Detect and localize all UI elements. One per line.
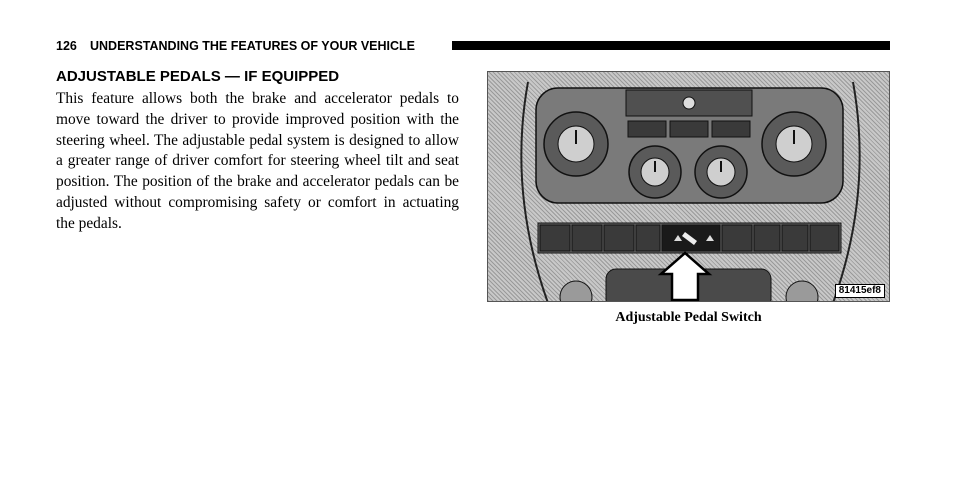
figure-id-label: 81415ef8	[835, 284, 885, 298]
park-assist-switch	[722, 225, 752, 251]
running-header-title: UNDERSTANDING THE FEATURES OF YOUR VEHICLE	[90, 39, 416, 53]
section-title: ADJUSTABLE PEDALS — IF EQUIPPED	[56, 68, 340, 85]
heated-seat-left-switch	[540, 225, 570, 251]
header-rule	[452, 41, 890, 50]
body-paragraph: This feature allows both the brake and accelerator pedals to move toward the driver to provide improved position with the steering wheel. The adjustable pedal system is designed to allow a greater range of driver comfort for steering wheel tilt and seat position. The position of the brake and accelerator pedals can be adjusted without compromising safety or comfort in actuating the pedals.	[56, 90, 459, 232]
page-header	[56, 38, 890, 54]
page-number: 126	[56, 39, 77, 53]
climate-control-panel-drawing	[488, 72, 890, 302]
figure-caption: Adjustable Pedal Switch	[615, 310, 762, 325]
hazard-icon	[683, 97, 695, 109]
traction-off-switch	[604, 225, 634, 251]
heated-seat-right-switch	[810, 225, 839, 251]
dashboard-illustration	[487, 71, 890, 302]
